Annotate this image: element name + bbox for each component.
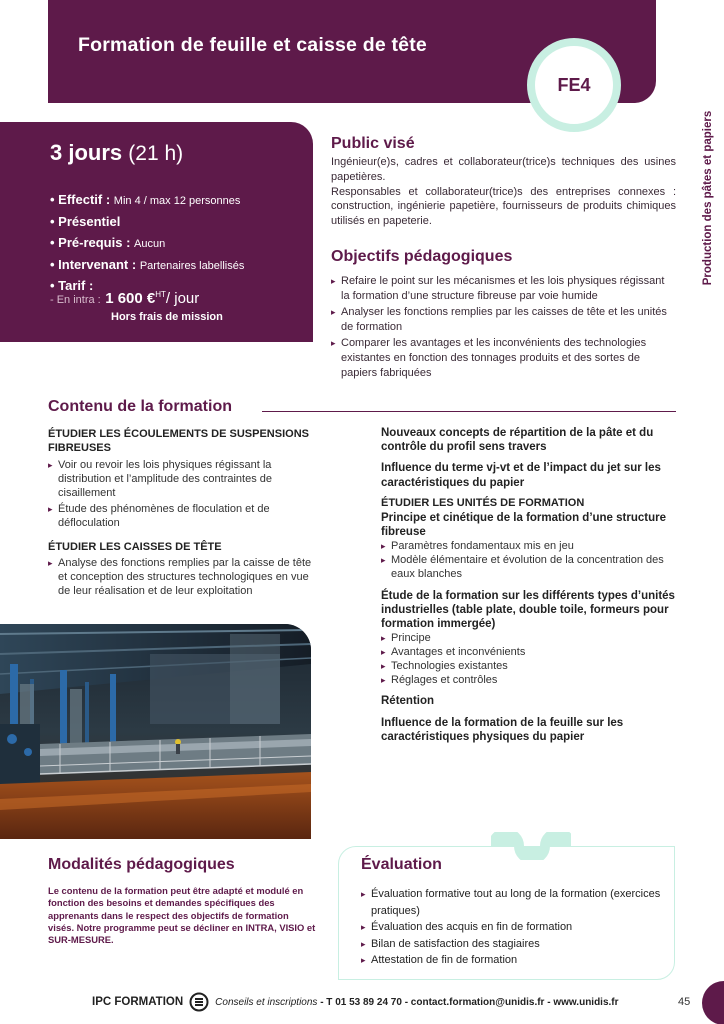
course-code-badge	[527, 38, 621, 132]
modalites-title: Modalités pédagogiques	[48, 856, 235, 873]
page-number: 45	[678, 996, 691, 1008]
content-item: ▸ Paramètres fondamentaux mis en jeu	[381, 540, 677, 554]
content-item: ▸ Technologies existantes	[381, 660, 677, 674]
content-subtitle: Nouveaux concepts de répartition de la pâte et du contrôle du profil sens travers	[381, 427, 654, 454]
info-label: • Intervenant :	[50, 256, 137, 272]
info-label: • Présentiel	[50, 213, 121, 229]
paper-machine-photo	[0, 624, 311, 839]
footer-contact-info: - T 01 53 89 24 70 - contact.formation@unidis.fr - www.unidis.fr	[317, 996, 619, 1008]
info-value: Min 4 / max 12 personnes	[113, 195, 241, 207]
ipc-logo-icon	[189, 992, 209, 1012]
duration-hours: (21 h)	[128, 142, 184, 165]
section-caption: ÉTUDIER LES ÉCOULEMENTS DE SUSPENSIONS FIBREUSES	[48, 428, 309, 454]
public-text	[331, 155, 676, 229]
evaluation-title: Évaluation	[361, 856, 442, 873]
public-line: Responsables et collaborateur(trice)s des entreprises connexes : construction, ingénierie papetière, fournisseurs de produits chimiques utilisés en papeterie.	[331, 185, 676, 228]
public-title: Public visé	[331, 135, 415, 152]
contenu-right-column	[381, 426, 677, 744]
footer	[92, 991, 619, 1013]
section-caption: ÉTUDIER LES CAISSES DE TÊTE	[48, 540, 222, 553]
footer-brand: IPC FORMATION	[92, 996, 184, 1008]
info-value: Partenaires labellisés	[139, 259, 245, 272]
objectif-item: ▸ Refaire le point sur les mécanismes et les lois physiques régissant la formation d’une structure fibreuse par voie humide	[331, 274, 667, 305]
price-row	[50, 290, 199, 308]
course-code: FE4	[557, 74, 591, 95]
info-label: • Tarif :	[50, 278, 94, 294]
page-title: Formation de feuille et caisse de tête	[78, 34, 427, 56]
content-item: ▸ Analyse des fonctions remplies par la caisse de tête et conception des structures technologiques en vue de leur réalisation et de leur exploitation	[48, 557, 320, 598]
evaluation-item: ▸ Évaluation formative tout au long de la formation (exercices pratiques)	[361, 886, 671, 919]
side-category-text: Production des pâtes et papiers	[702, 110, 714, 286]
content-subtitle: Influence de la formation de la feuille sur les caractéristiques physiques du papier	[381, 716, 624, 743]
footer-contact	[215, 997, 618, 1008]
price-unit: / jour	[165, 290, 200, 307]
info-item-effectif	[50, 189, 310, 211]
content-subtitle: Influence du terme vj-vt et de l’impact du jet sur les caractéristiques du papier	[381, 462, 661, 489]
evaluation-item: ▸ Attestation de fin de formation	[361, 952, 671, 969]
info-item-intervenant	[50, 254, 310, 276]
evaluation-list	[361, 886, 671, 969]
content-item: ▸ Avantages et inconvénients	[381, 646, 677, 660]
price-label: - En intra :	[50, 294, 101, 306]
duration	[50, 140, 183, 166]
content-item: ▸ Réglages et contrôles	[381, 674, 677, 688]
price-amount: 1 600 €	[105, 290, 156, 307]
info-item-presentiel	[50, 211, 310, 233]
evaluation-item: ▸ Évaluation des acquis en fin de formation	[361, 919, 671, 936]
content-subtitle: Principe et cinétique de la formation d’une structure fibreuse	[381, 511, 666, 539]
price-note: Hors frais de mission	[111, 311, 223, 323]
info-list	[50, 189, 310, 297]
content-subtitle: Rétention	[381, 695, 435, 708]
evaluation-item: ▸ Bilan de satisfaction des stagiaires	[361, 936, 671, 953]
info-item-prerequis	[50, 232, 310, 254]
info-value: Aucun	[134, 238, 166, 251]
side-category-label	[700, 102, 716, 294]
contenu-left-column	[48, 427, 320, 598]
objectif-item: ▸ Analyser les fonctions remplies par les caisses de tête et les unités de formation	[331, 305, 667, 336]
modalites-text: Le contenu de la formation peut être adapté et modulé en fonction des besoins et demandes spécifiques des apprenants dans le respect des objectifs de formation visés. Notre programme peut se décliner en INTRA, VISIO et SUR-MESURE.	[48, 885, 316, 946]
info-label: • Pré-requis :	[50, 235, 131, 251]
corner-decoration	[702, 981, 724, 1024]
objectifs-list	[331, 274, 667, 382]
objectifs-title: Objectifs pédagogiques	[331, 248, 513, 265]
contenu-title: Contenu de la formation	[48, 398, 232, 415]
content-item: ▸ Étude des phénomènes de floculation et de défloculation	[48, 503, 320, 531]
info-label: • Effectif :	[50, 192, 111, 207]
public-line: Ingénieur(e)s, cadres et collaborateur(trice)s techniques des usines papetières.	[331, 156, 676, 183]
content-item: ▸ Voir ou revoir les lois physiques régissant la distribution et l’amplitude des contraintes de cisaillement	[48, 459, 320, 500]
footer-contact-label: Conseils et inscriptions	[215, 996, 318, 1008]
content-subtitle: Étude de la formation sur les différents types d’unités industrielles (table plate, double toile, formeurs pour formation immergée)	[381, 589, 675, 631]
contenu-divider	[262, 411, 676, 412]
info-box	[0, 122, 313, 342]
content-item: ▸ Principe	[381, 632, 677, 646]
price-value	[105, 290, 166, 307]
price-tax-note: HT	[155, 290, 166, 299]
duration-days: 3 jours	[50, 140, 123, 165]
section-caption: ÉTUDIER LES UNITÉS DE FORMATION	[381, 496, 585, 509]
objectif-item: ▸ Comparer les avantages et les inconvénients des technologies existantes en fonction des tonnages produits et des sortes de papiers fabriquées	[331, 336, 667, 382]
content-item: ▸ Modèle élémentaire et évolution de la concentration des eaux blanches	[381, 554, 677, 582]
wave-decoration	[491, 832, 571, 860]
